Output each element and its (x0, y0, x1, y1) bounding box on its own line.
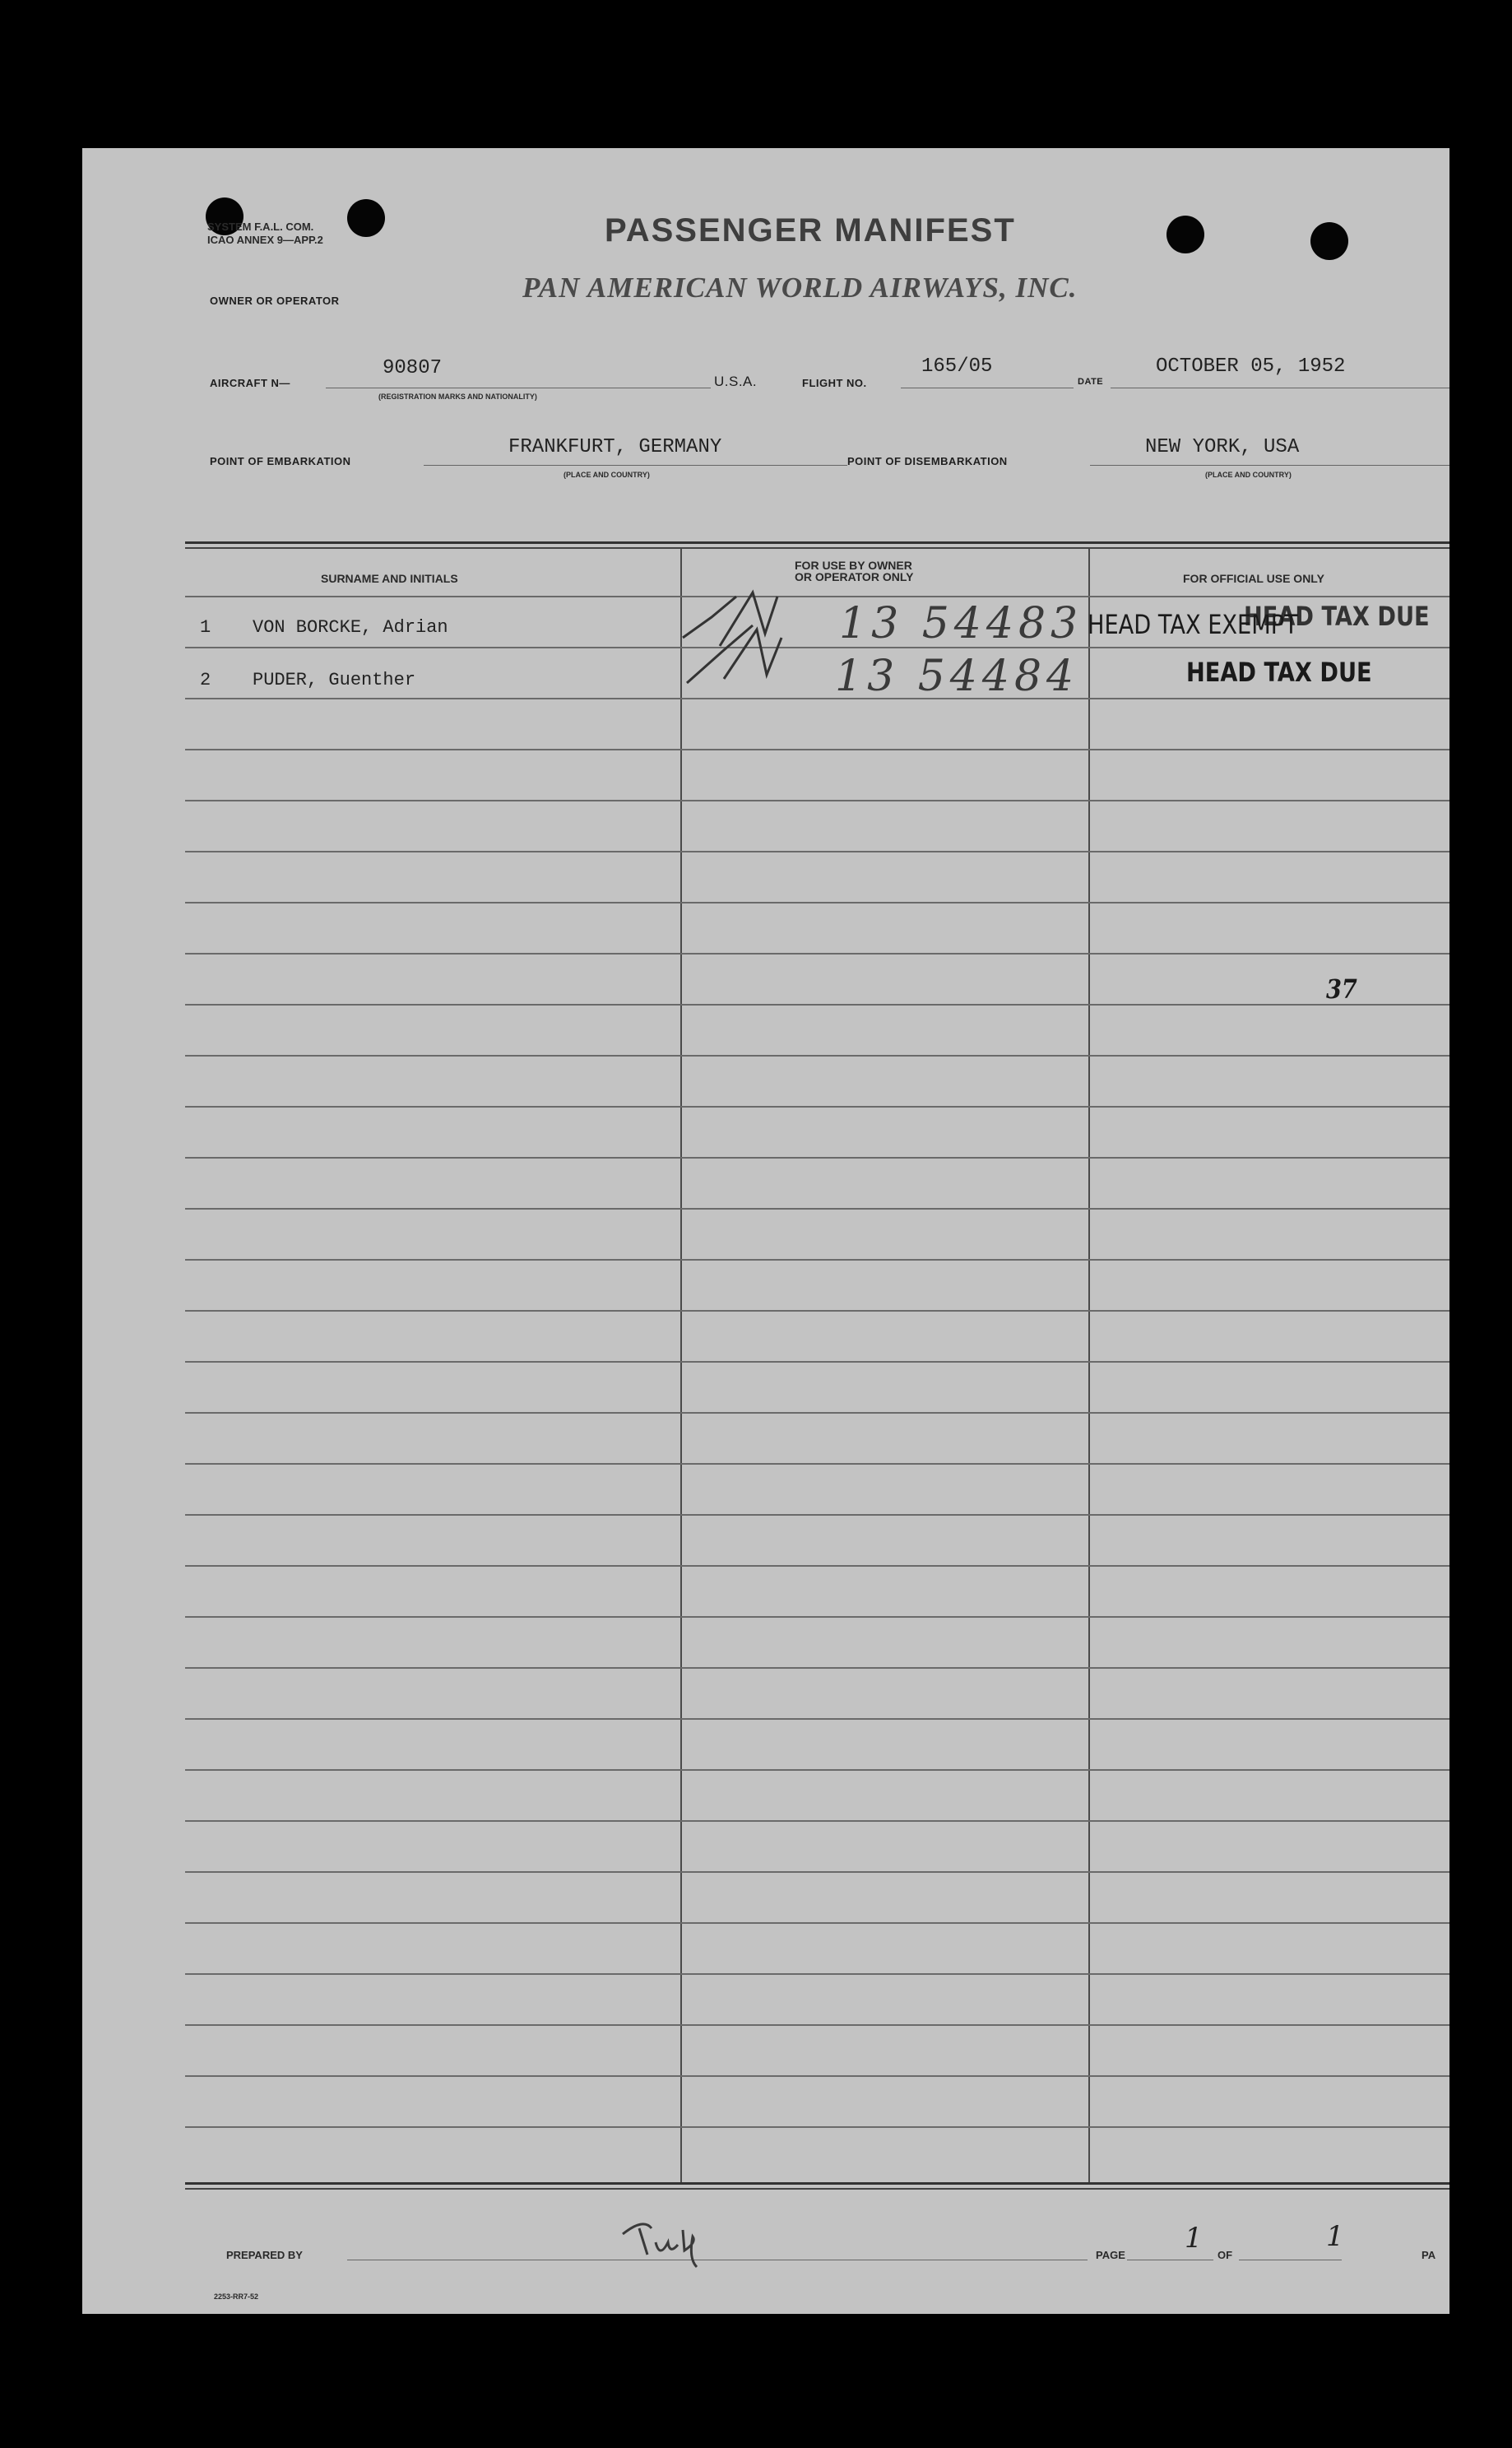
embarkation-sublabel: (PLACE AND COUNTRY) (564, 471, 650, 479)
embarkation-underline (424, 465, 847, 466)
manifest-sheet (82, 148, 1449, 2314)
table-rule-line (185, 1106, 1449, 1108)
column-header-official: FOR OFFICIAL USE ONLY (1183, 572, 1324, 585)
preparer-signature (619, 2213, 734, 2271)
disembarkation-underline (1090, 465, 1449, 466)
table-rule-line (185, 1259, 1449, 1261)
check-mark-icon (675, 588, 839, 687)
table-rule-line (185, 1208, 1449, 1210)
disembarkation-value: NEW YORK, USA (1145, 436, 1300, 458)
margin-number: 37 (1326, 973, 1357, 1005)
table-rule-line (185, 2126, 1449, 2128)
embarkation-value: FRANKFURT, GERMANY (508, 436, 722, 458)
punch-hole (1310, 222, 1348, 260)
column-divider (1088, 549, 1090, 2182)
table-top-rule (185, 541, 1449, 544)
table-rule-line (185, 1157, 1449, 1159)
ticket-number: 13 54484 (835, 652, 1079, 701)
owner-label: OWNER OR OPERATOR (210, 295, 340, 307)
table-rule-line (185, 698, 1449, 699)
table-rule-line (185, 1973, 1449, 1975)
table-rule-line (185, 1667, 1449, 1669)
owner-value: PAN AMERICAN WORLD AIRWAYS, INC. (522, 272, 1078, 304)
table-rule-line (185, 902, 1449, 903)
column-divider (680, 549, 682, 2182)
table-top-rule-2 (185, 547, 1449, 549)
page-label: PAGE (1096, 2249, 1125, 2261)
punch-hole (347, 199, 385, 237)
flight-label: FLIGHT NO. (802, 377, 867, 389)
aircraft-sublabel: (REGISTRATION MARKS AND NATIONALITY) (378, 393, 537, 401)
embarkation-label: POINT OF EMBARKATION (210, 455, 351, 467)
row-number: 1 (200, 617, 211, 638)
table-rule-line (185, 953, 1449, 955)
table-rule-line (185, 1310, 1449, 1312)
table-rule-line (185, 1718, 1449, 1720)
official-stamp: HEAD TAX EXEMPT (1088, 609, 1298, 640)
of-label: OF (1217, 2249, 1233, 2261)
disembarkation-label: POINT OF DISEMBARKATION (847, 455, 1008, 467)
punch-hole (1166, 216, 1204, 253)
column-header-owner-line2: OR OPERATOR ONLY (795, 570, 914, 583)
ticket-number: 13 54483 (839, 599, 1083, 648)
table-rule-line (185, 749, 1449, 750)
row-number: 2 (200, 670, 211, 690)
table-rule-line (185, 1055, 1449, 1057)
table-rule-line (185, 800, 1449, 801)
table-bottom-rule (185, 2182, 1449, 2185)
form-code: 2253-RR7-52 (214, 2292, 259, 2301)
aircraft-label: AIRCRAFT N— (210, 377, 290, 389)
table-rule-line (185, 1514, 1449, 1516)
corner-note-line1: SYSTEM F.A.L. COM. (207, 221, 314, 233)
of-value: 1 (1326, 2220, 1344, 2253)
corner-note-line2: ICAO ANNEX 9—APP.2 (207, 234, 323, 246)
table-rule-line (185, 1616, 1449, 1618)
date-label: DATE (1078, 377, 1104, 387)
column-header-name: SURNAME AND INITIALS (321, 572, 458, 585)
page-value: 1 (1185, 2222, 1203, 2255)
table-rule-line (185, 1412, 1449, 1414)
table-rule-line (185, 1820, 1449, 1822)
official-stamp: HEAD TAX DUE (1186, 657, 1372, 688)
table-rule-line (185, 1565, 1449, 1567)
table-rule-line (185, 1922, 1449, 1924)
table-rule-line (185, 851, 1449, 852)
table-rule-line (185, 1004, 1449, 1006)
table-rule-line (185, 1361, 1449, 1363)
table-rule-line (185, 2075, 1449, 2077)
page-title: PASSENGER MANIFEST (605, 212, 1016, 249)
flight-value: 165/05 (921, 355, 993, 378)
date-value: OCTOBER 05, 1952 (1156, 355, 1346, 378)
page-suffix: PA (1422, 2249, 1436, 2261)
passenger-name: VON BORCKE, Adrian (253, 617, 448, 638)
table-rule-line (185, 1769, 1449, 1771)
table-bottom-rule-2 (185, 2188, 1449, 2190)
aircraft-value: 90807 (383, 357, 443, 379)
disembarkation-sublabel: (PLACE AND COUNTRY) (1205, 471, 1292, 479)
table-rule-line (185, 2024, 1449, 2026)
passenger-name: PUDER, Guenther (253, 670, 416, 690)
prepared-by-label: PREPARED BY (226, 2249, 303, 2261)
official-stamp: HEAD TAX DUE (1244, 601, 1430, 632)
nationality-label: U.S.A. (714, 374, 758, 389)
column-header-owner-line1: FOR USE BY OWNER (795, 559, 912, 572)
table-rule-line (185, 1463, 1449, 1465)
table-rule-line (185, 1871, 1449, 1873)
